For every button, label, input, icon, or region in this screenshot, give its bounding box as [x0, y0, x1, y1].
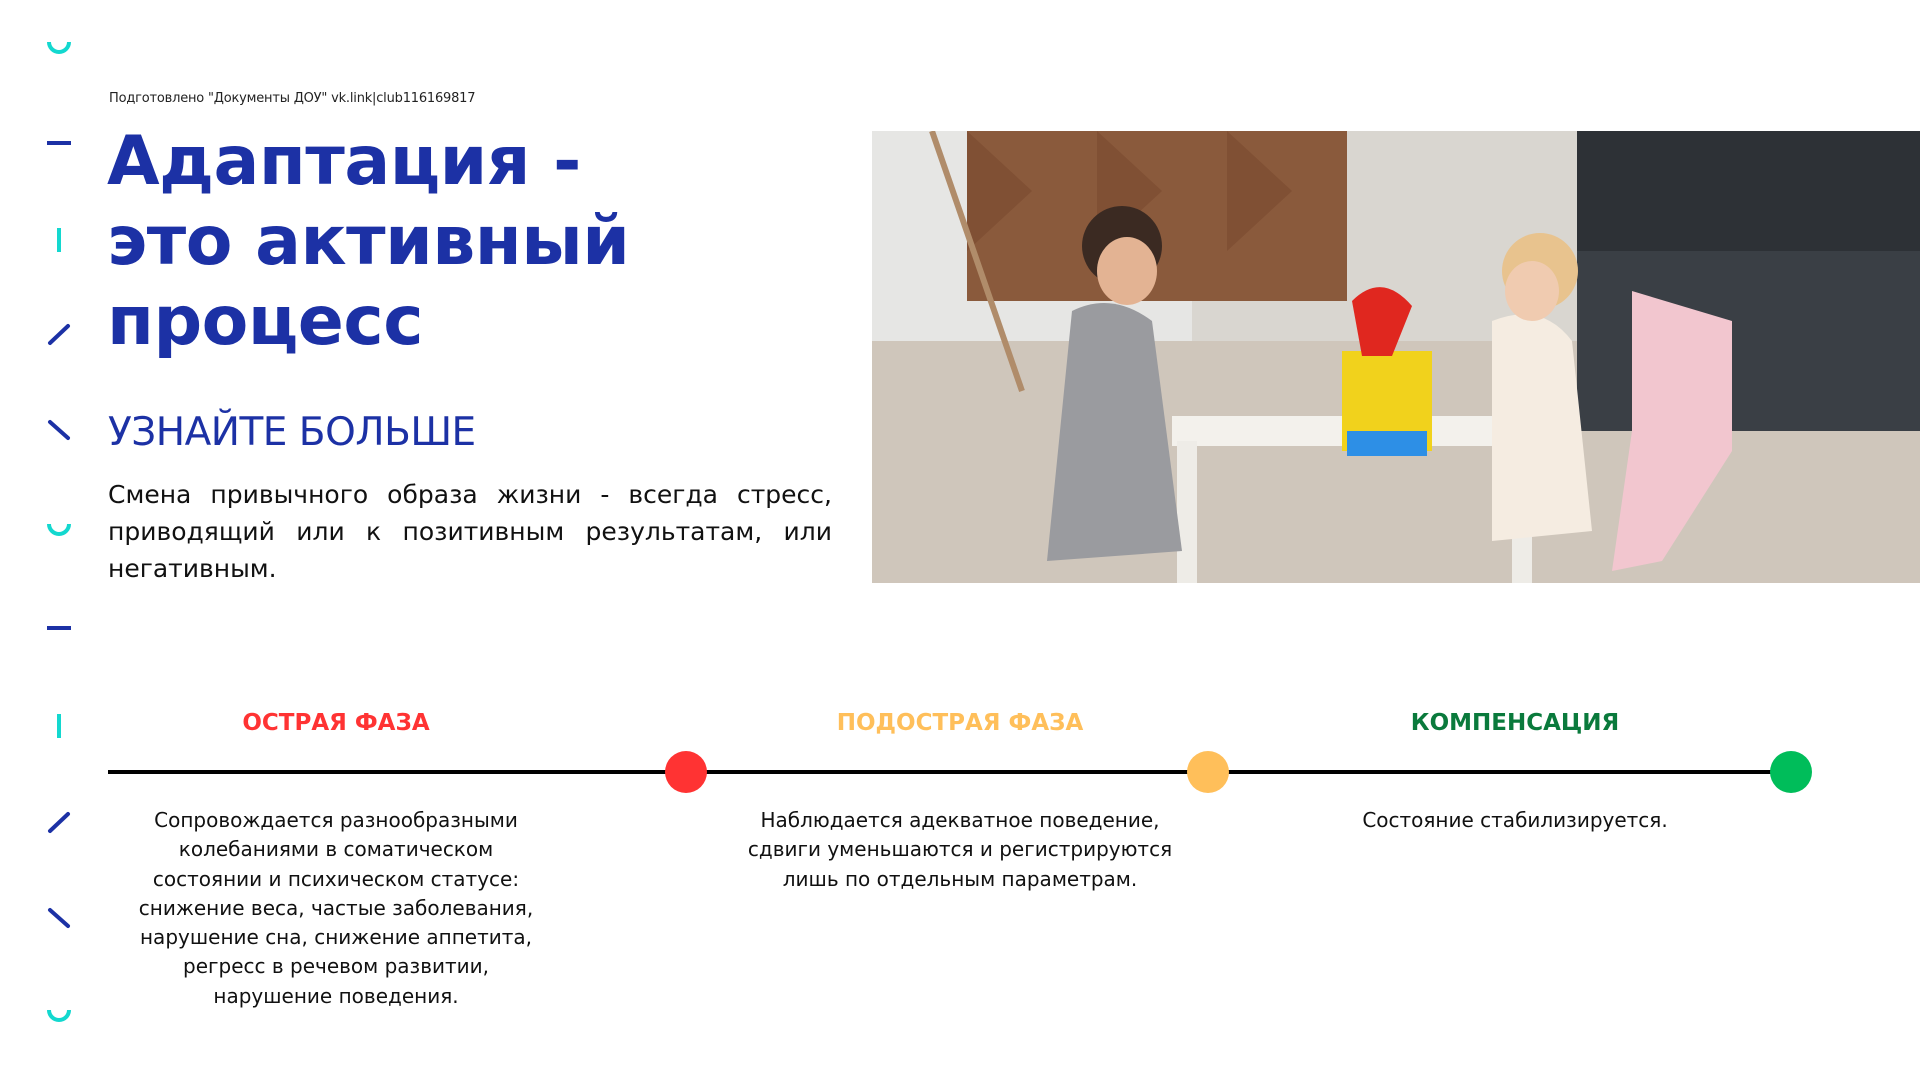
description-line: лишь по отдельным параметрам.	[782, 866, 1138, 891]
vbar-icon	[47, 228, 71, 252]
subacute-phase-title: ПОДОСТРАЯ ФАЗА	[836, 710, 1084, 736]
acute-phase-marker	[665, 751, 707, 793]
description-line: нарушение сна, снижение аппетита,	[139, 925, 532, 950]
compensation-phase-marker	[1770, 751, 1812, 793]
title-line-1: Адаптация -	[107, 122, 581, 201]
title-line-2: это активный	[107, 202, 630, 281]
description-line: сдвиги уменьшаются и регистрируются	[747, 837, 1173, 862]
learn-more-heading: УЗНАЙТЕ БОЛЬШЕ	[108, 410, 476, 455]
backslash-icon	[47, 906, 71, 930]
backslash-icon	[47, 418, 71, 442]
cup-icon	[47, 1002, 71, 1026]
compensation-phase-description	[1255, 806, 1775, 835]
intro-paragraph: Смена привычного образа жизни - всегда стресс, приводящий или к позитивным результатам, или негативным.	[108, 480, 832, 583]
compensation-phase-title: КОМПЕНСАЦИЯ	[1410, 710, 1620, 736]
description-line: снижение веса, частые заболевания,	[138, 895, 534, 920]
credit-text: Подготовлено "Документы ДОУ" vk.link|club116169817	[109, 91, 476, 106]
description-line: состоянии и психическом статусе:	[152, 866, 520, 891]
timeline-line	[108, 770, 1791, 774]
dash-icon	[47, 616, 71, 640]
slash-icon	[47, 322, 71, 346]
acute-phase-description	[76, 806, 596, 1011]
description-line: Наблюдается адекватное поведение,	[760, 808, 1160, 832]
vbar-icon	[47, 714, 71, 738]
page-title	[107, 122, 629, 362]
description-line: Сопровождается разнообразными	[154, 808, 518, 832]
subacute-phase-marker	[1187, 751, 1229, 793]
description-line: колебаниями в соматическом	[178, 837, 494, 862]
slash-icon	[47, 810, 71, 834]
title-line-3: процесс	[107, 282, 424, 361]
description-line: регресс в речевом развитии,	[183, 954, 489, 979]
description-line: нарушение поведения.	[213, 983, 459, 1008]
acute-phase-title: ОСТРАЯ ФАЗА	[242, 710, 430, 736]
description-line: Состояние стабилизируется.	[1362, 808, 1668, 832]
subacute-phase-description	[700, 806, 1220, 894]
cup-icon	[47, 34, 71, 58]
dash-icon	[47, 131, 71, 155]
children-playing-photo	[872, 131, 1920, 583]
cup-icon	[47, 516, 71, 540]
